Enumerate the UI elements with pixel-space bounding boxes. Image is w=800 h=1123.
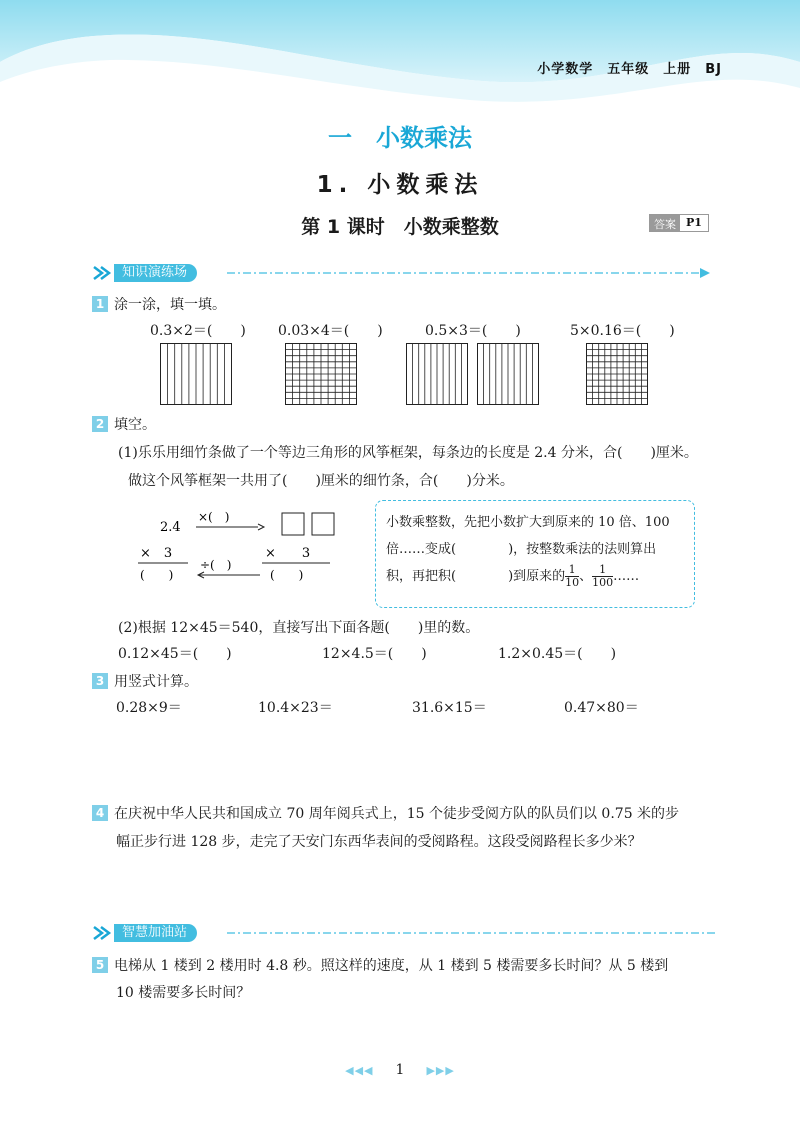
q1-grid-tenths-1[interactable] <box>160 343 232 405</box>
q1-grid-hundredths-2[interactable] <box>586 343 648 405</box>
hint-tail: …… <box>613 569 640 584</box>
answer-tag-label: 答案 <box>650 215 680 231</box>
section-boost-label: 智慧加油站 <box>114 924 197 942</box>
header-grade: 五年级 <box>607 62 650 77</box>
q2-p2-item-3: 1.2×0.45＝( ) <box>498 646 617 662</box>
q1-item-1: 0.3×2＝( ) <box>150 323 246 339</box>
q5-number: 5 <box>92 957 108 973</box>
hint-line-1: 小数乘整数，先把小数扩大到原来的 10 倍、100 <box>386 515 670 530</box>
q4-number: 4 <box>92 805 108 821</box>
q5-line2: 10 楼需要多长时间？ <box>116 985 251 1001</box>
answer-tag[interactable] <box>649 214 709 232</box>
q4-line1 <box>92 803 679 823</box>
q2-diagram <box>130 505 350 595</box>
page-footer <box>0 1062 800 1078</box>
q4-line2: 幅正步行进 128 步，走完了天安门东西华表间的受阅路程。这段受阅路程长多少米？ <box>116 834 642 850</box>
hint-fraction-hundredth: $\frac{1}{100}$ <box>592 563 614 589</box>
diagram-box-1 <box>282 513 304 535</box>
diagram-box-2 <box>312 513 334 535</box>
diagram-op-top: ×( ) <box>198 510 230 524</box>
section-practice-bar <box>92 262 712 284</box>
diagram-blank-left: ( ) <box>140 568 174 582</box>
header-edition: BJ <box>705 62 722 77</box>
q5-line1 <box>92 955 668 975</box>
q1-item-2: 0.03×4＝( ) <box>278 323 383 339</box>
unit-title: 一 小数乘法 <box>328 124 472 152</box>
q2-p1-line1: (1)乐乐用细竹条做了一个等边三角形的风筝框架，每条边的长度是 2.4 分米，合( )厘米。 <box>118 445 698 461</box>
q2-text: 填空。 <box>114 417 156 433</box>
diagram-op-bottom: ÷( ) <box>200 558 232 572</box>
q3-number: 3 <box>92 673 108 689</box>
page-number: 1 <box>395 1062 405 1078</box>
q2-p1-line2: 做这个风筝框架一共用了( )厘米的细竹条，合( )分米。 <box>128 473 514 489</box>
q1-title <box>92 294 226 314</box>
prev-arrows-icon: ◀◀◀ <box>345 1064 374 1077</box>
q3-title <box>92 671 198 691</box>
header-subject: 小学数学 <box>537 62 594 77</box>
q1-grid-tenths-3[interactable] <box>477 343 539 405</box>
header-volume: 上册 <box>663 62 692 77</box>
period-title: 第 1 课时 小数乘整数 <box>301 216 499 238</box>
hint-fraction-tenth: $\frac{1}{10}$ <box>565 563 580 589</box>
q2-p2-item-2: 12×4.5＝( ) <box>322 646 427 662</box>
q1-grid-hundredths-1[interactable] <box>285 343 357 405</box>
header-info <box>523 58 722 77</box>
next-arrows-icon: ▶▶▶ <box>426 1064 455 1077</box>
q1-number: 1 <box>92 296 108 312</box>
answer-tag-page: P1 <box>680 215 708 231</box>
q3-text: 用竖式计算。 <box>114 674 198 690</box>
q4-text-1: 在庆祝中华人民共和国成立 70 周年阅兵式上，15 个徒步受阅方队的队员们以 0.75 米的步 <box>114 806 680 822</box>
q2-p2-item-1: 0.12×45＝( ) <box>118 646 232 662</box>
q3-item-4: 0.47×80＝ <box>564 700 639 716</box>
lesson-title: 1. 小数乘法 <box>316 172 484 198</box>
q1-item-3: 0.5×3＝( ) <box>425 323 521 339</box>
hint-box <box>375 500 695 608</box>
diagram-number: 2.4 <box>160 520 181 535</box>
q2-p2-line: (2)根据 12×45＝540，直接写出下面各题( )里的数。 <box>118 620 480 636</box>
section-boost-bar <box>92 922 722 944</box>
q3-item-3: 31.6×15＝ <box>412 700 487 716</box>
hint-line-3 <box>386 563 684 590</box>
hint-line-3-text: 积，再把积( )到原来的 <box>386 569 566 584</box>
q3-item-1: 0.28×9＝ <box>116 700 182 716</box>
q2-title <box>92 414 156 434</box>
q1-text: 涂一涂，填一填。 <box>114 297 226 313</box>
hint-sep: 、 <box>579 569 593 584</box>
q1-item-4: 5×0.16＝( ) <box>570 323 675 339</box>
diagram-times-right: × 3 <box>265 546 311 561</box>
section-practice-label: 知识演练场 <box>114 264 197 282</box>
q1-grid-tenths-2[interactable] <box>406 343 468 405</box>
q3-item-2: 10.4×23＝ <box>258 700 333 716</box>
hint-line-2: 倍……变成( )，按整数乘法的法则算出 <box>386 542 657 557</box>
diagram-blank-right: ( ) <box>270 568 304 582</box>
diagram-times-left: × 3 <box>140 546 173 561</box>
q2-number: 2 <box>92 416 108 432</box>
q5-text-1: 电梯从 1 楼到 2 楼用时 4.8 秒。照这样的速度，从 1 楼到 5 楼需要多长时间？从 5 楼到 <box>114 958 669 974</box>
